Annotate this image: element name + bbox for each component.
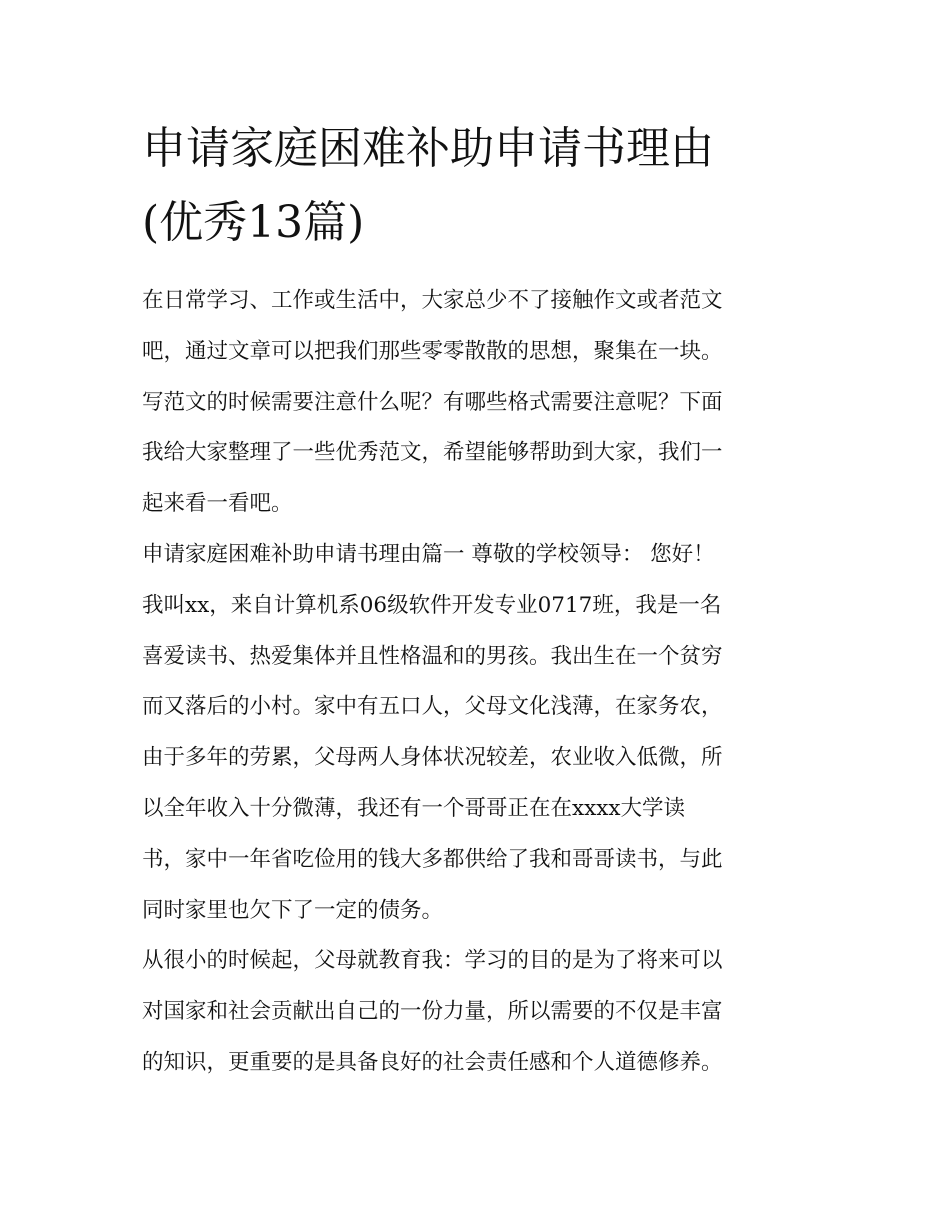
body-line: 从很小的时候起，父母就教育我：学习的目的是为了将来可以 (142, 948, 723, 974)
body-line: 申请家庭困难补助申请书理由篇一 尊敬的学校领导： 您好！ (142, 541, 715, 567)
title-line-2: (优秀13篇) (142, 197, 365, 248)
body-line: 写范文的时候需要注意什么呢？有哪些格式需要注意呢？下面 (142, 389, 723, 415)
body-line: 以全年收入十分微薄，我还有一个哥哥正在在xxxx大学读 (142, 795, 686, 821)
body-line: 我叫xx，来自计算机系06级软件开发专业0717班，我是一名 (142, 592, 722, 618)
body-line: 的知识，更重要的是具备良好的社会责任感和个人道德修养。 (142, 1049, 723, 1075)
body-line: 由于多年的劳累，父母两人身体状况较差，农业收入低微，所 (142, 745, 723, 771)
body-line: 我给大家整理了一些优秀范文，希望能够帮助到大家，我们一 (142, 440, 723, 466)
document-body (142, 276, 822, 1089)
body-line: 喜爱读书、热爱集体并且性格温和的男孩。我出生在一个贫穷 (142, 643, 723, 669)
title-line-1: 申请家庭困难补助申请书理由 (142, 123, 714, 174)
body-line: 吧，通过文章可以把我们那些零零散散的思想，聚集在一块。 (142, 338, 723, 364)
body-line: 而又落后的小村。家中有五口人，父母文化浅薄，在家务农， (142, 694, 723, 720)
body-line: 在日常学习、工作或生活中，大家总少不了接触作文或者范文 (142, 288, 723, 313)
body-line: 对国家和社会贡献出自己的一份力量，所以需要的不仅是丰富 (142, 999, 723, 1025)
body-line: 书，家中一年省吃俭用的钱大多都供给了我和哥哥读书，与此 (142, 846, 723, 872)
document-title (142, 112, 822, 260)
body-line: 同时家里也欠下了一定的债务。 (142, 897, 444, 923)
body-line: 起来看一看吧。 (142, 491, 293, 517)
